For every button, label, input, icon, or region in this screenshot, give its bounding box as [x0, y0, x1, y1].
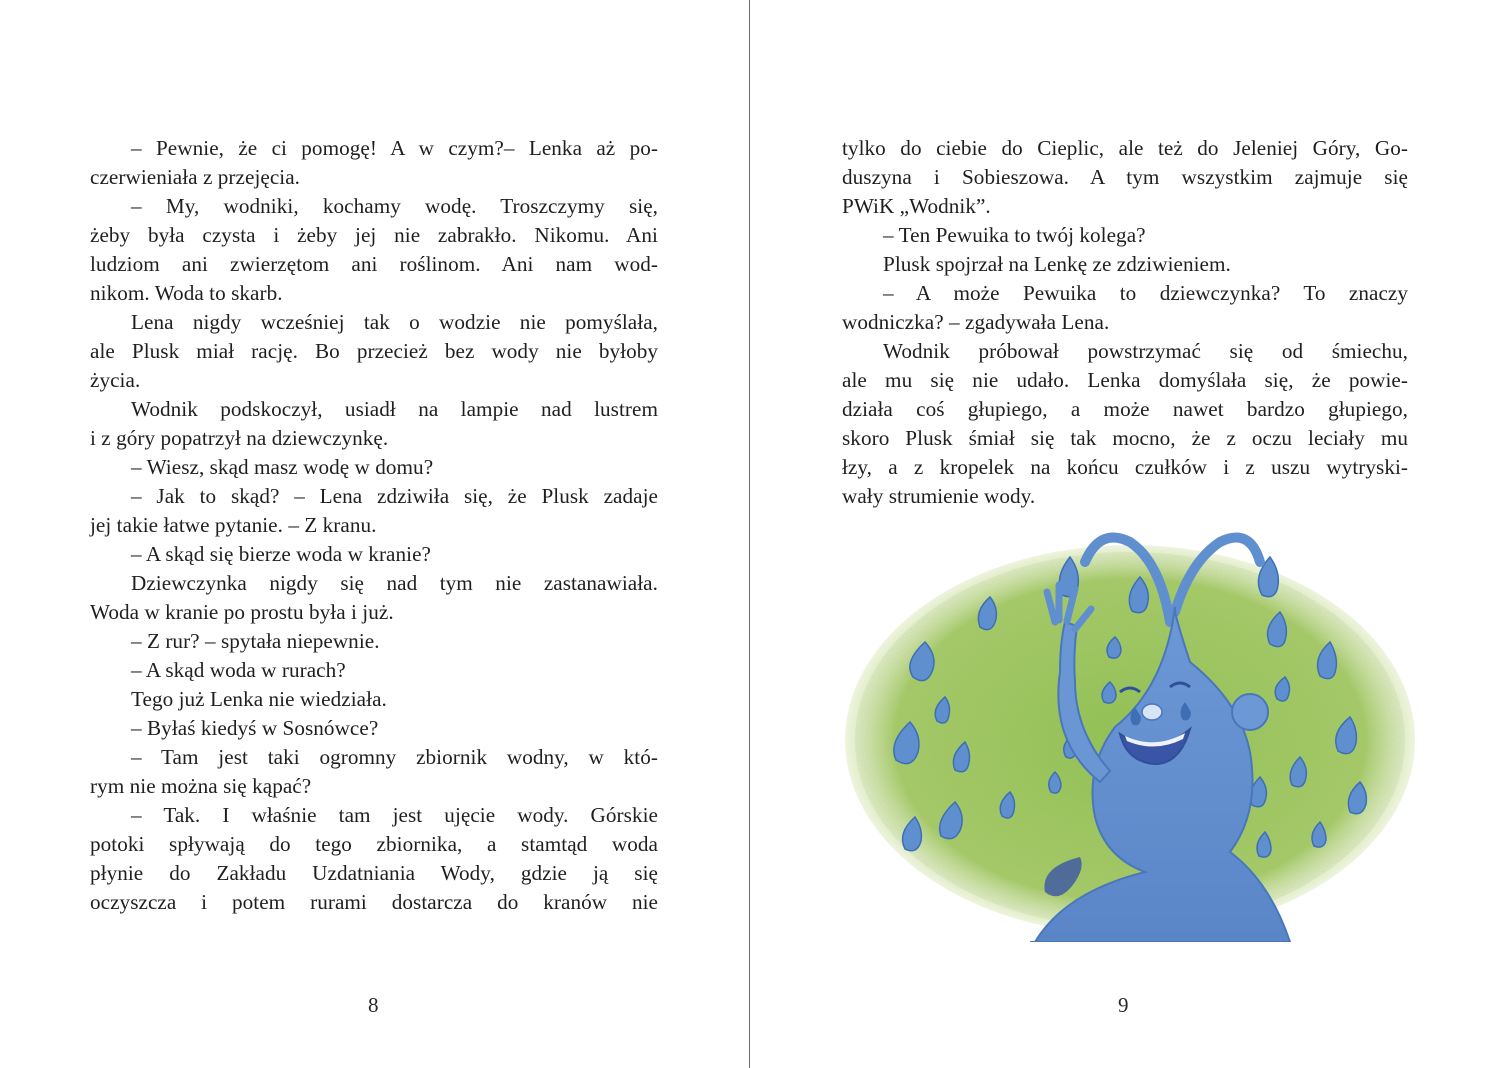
nose: [1142, 704, 1162, 720]
text-line: tylko do ciebie do Cieplic, ale też do Jeleniej Góry, Go-: [842, 136, 1408, 160]
text-line: Plusk spojrzał na Lenkę ze zdziwieniem.: [883, 252, 1231, 276]
text-line: ludziom ani zwierzętom ani roślinom. Ani nam wod-: [90, 252, 658, 276]
text-line: PWiK „Wodnik”.: [842, 194, 991, 218]
text-line: ale Plusk miał rację. Bo przecież bez wody nie byłoby: [90, 339, 658, 363]
text-line: wały strumienie wody.: [842, 484, 1036, 508]
right-page: [750, 0, 1500, 1068]
text-line: płynie do Zakładu Uzdatniania Wody, gdzie ją się: [90, 861, 658, 885]
text-line: – Ten Pewuika to twój kolega?: [883, 223, 1146, 247]
water-sprite-illustration: [830, 512, 1432, 942]
text-line: życia.: [90, 368, 141, 392]
left-page-text: [90, 134, 658, 917]
text-line: – Tam jest taki ogromny zbiornik wodny, w któ-: [131, 745, 658, 769]
text-line: i z góry popatrzył na dziewczynkę.: [90, 426, 389, 450]
text-line: duszyna i Sobieszowa. A tym wszystkim zajmuje się: [842, 165, 1408, 189]
text-line: – Pewnie, że ci pomogę! A w czym?– Lenka aż po-: [131, 136, 658, 160]
text-line: Tego już Lenka nie wiedziała.: [131, 687, 387, 711]
text-line: – Wiesz, skąd masz wodę w domu?: [131, 455, 434, 479]
text-line: potoki spływają do tego zbiornika, a stamtąd woda: [90, 832, 658, 856]
text-line: oczyszcza i potem rurami dostarcza do kranów nie: [90, 890, 658, 914]
right-page-text: [842, 134, 1408, 511]
text-line: jej takie łatwe pytanie. – Z kranu.: [90, 513, 377, 537]
page-number-left: 8: [368, 993, 379, 1017]
text-line: ale mu się nie udało. Lenka domyślała się, że powie-: [842, 368, 1408, 392]
text-line: – Z rur? – spytała niepewnie.: [131, 629, 380, 653]
text-line: wodniczka? – zgadywała Lena.: [842, 310, 1110, 334]
text-line: – Jak to skąd? – Lena zdziwiła się, że Plusk zadaje: [131, 484, 658, 508]
text-line: nikom. Woda to skarb.: [90, 281, 283, 305]
text-line: Wodnik podskoczył, usiadł na lampie nad lustrem: [131, 397, 658, 421]
text-line: – Tak. I właśnie tam jest ujęcie wody. Górskie: [131, 803, 658, 827]
page-number-right: 9: [1118, 993, 1129, 1017]
text-line: – A może Pewuika to dziewczynka? To znaczy: [883, 281, 1408, 305]
text-line: Woda w kranie po prostu była i już.: [90, 600, 394, 624]
text-line: czerwieniała z przejęcia.: [90, 165, 301, 189]
text-line: Wodnik próbował powstrzymać się od śmiechu,: [883, 339, 1408, 363]
text-line: działa coś głupiego, a może nawet bardzo głupiego,: [842, 397, 1408, 421]
text-line: – A skąd woda w rurach?: [131, 658, 346, 682]
text-line: – My, wodniki, kochamy wodę. Troszczymy się,: [131, 194, 658, 218]
text-line: – A skąd się bierze woda w kranie?: [131, 542, 431, 566]
text-line: rym nie można się kąpać?: [90, 774, 312, 798]
left-page: [0, 0, 749, 1068]
text-line: Lena nigdy wcześniej tak o wodzie nie pomyślała,: [131, 310, 658, 334]
text-line: skoro Plusk śmiał się tak mocno, że z oczu leciały mu: [842, 426, 1408, 450]
text-line: – Byłaś kiedyś w Sosnówce?: [131, 716, 379, 740]
ear: [1232, 694, 1268, 730]
text-line: Dziewczynka nigdy się nad tym nie zastanawiała.: [131, 571, 658, 595]
text-line: żeby była czysta i żeby jej nie zabrakło. Nikomu. Ani: [90, 223, 658, 247]
text-line: łzy, a z kropelek na końcu czułków i z uszu wytryski-: [842, 455, 1408, 479]
